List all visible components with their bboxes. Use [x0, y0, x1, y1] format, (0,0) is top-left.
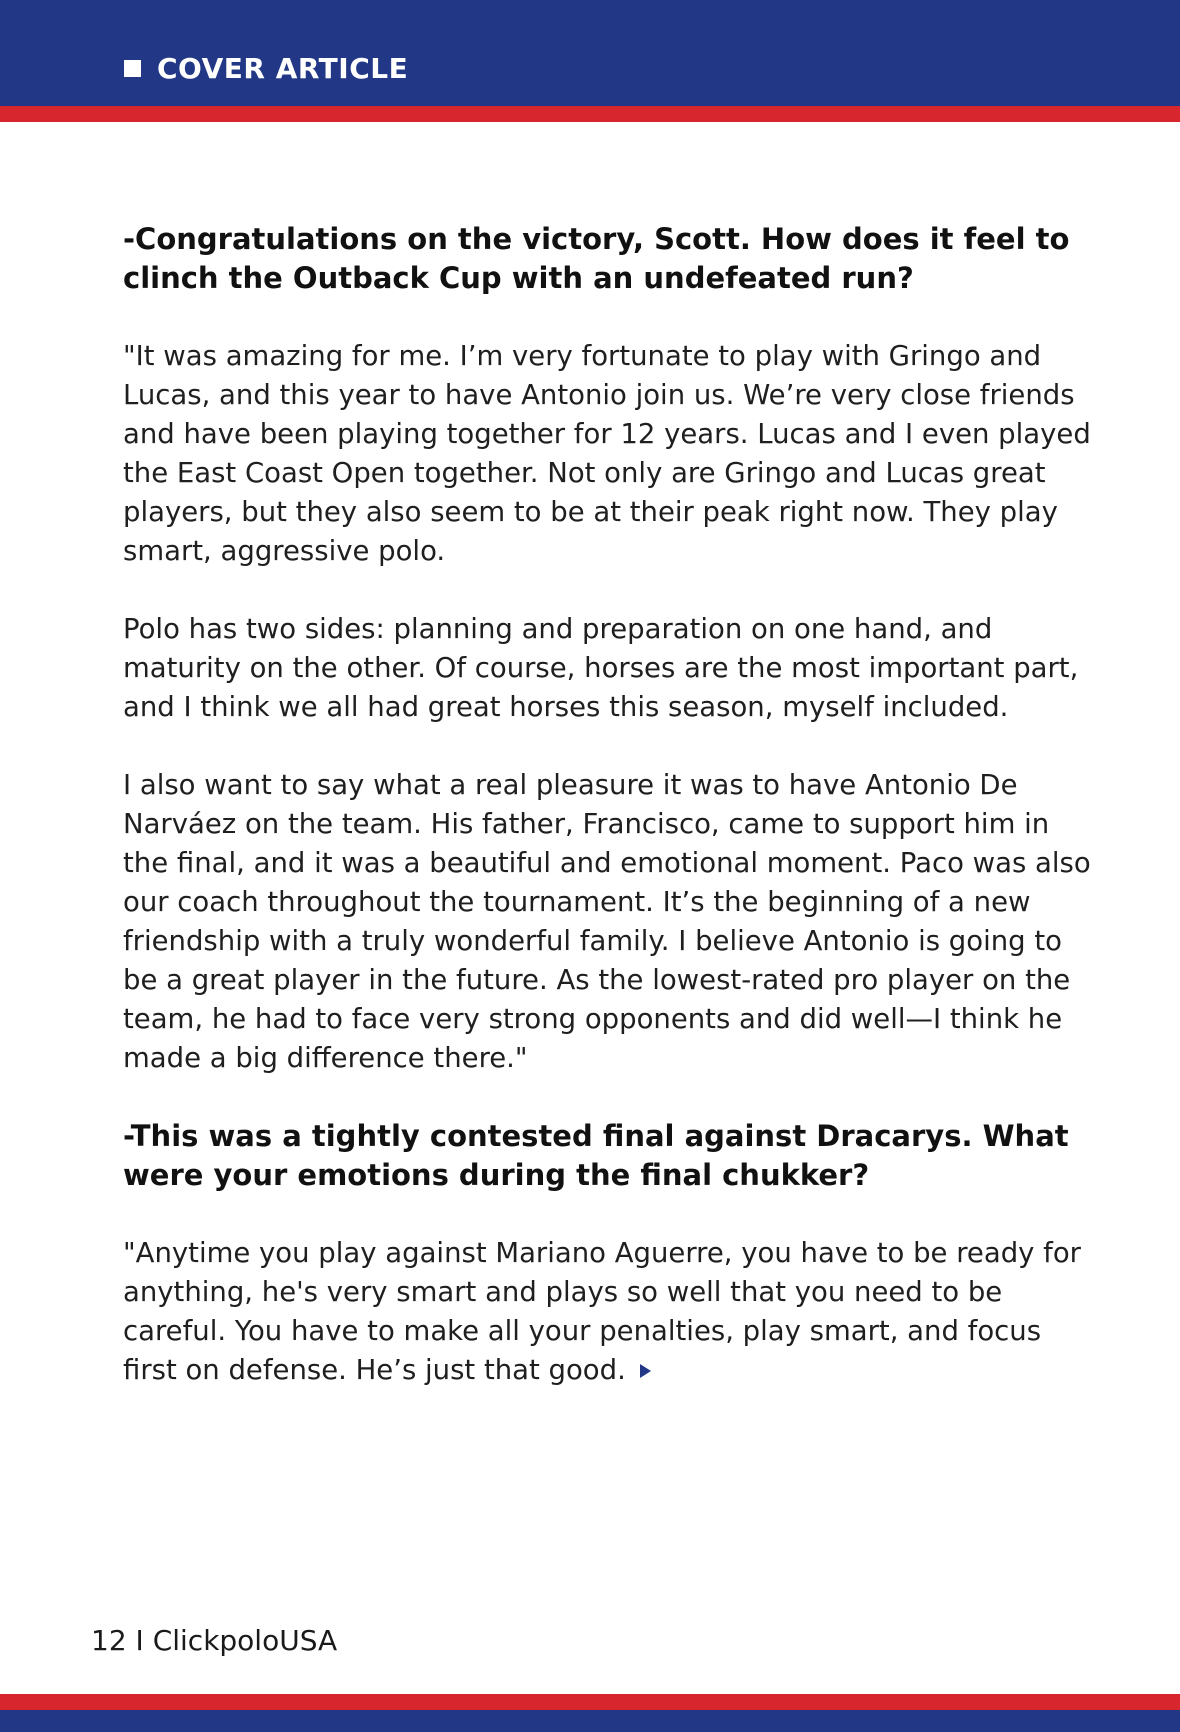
answer-1-paragraph-2: Polo has two sides: planning and preparation on one hand, and maturity on the other. Of course, horses are the most important part, and I think we all had great horses this season, myself included.	[123, 613, 1079, 723]
header-red-stripe	[0, 106, 1180, 122]
continue-arrow-icon	[640, 1364, 651, 1378]
answer-1-paragraph-1: "It was amazing for me. I’m very fortunate to play with Gringo and Lucas, and this year to have Antonio join us. We’re very close friends and have been playing together for 12 years. Lucas and I even played the East Coast Open together. Not only are Gringo and Lucas great players, but they also seem to be at their peak right now. They play smart, aggressive polo.	[123, 340, 1091, 567]
page-footer: 12 I ClickpoloUSA	[91, 1624, 338, 1657]
interview-question-1: -Congratulations on the victory, Scott. How does it feel to clinch the Outback Cup with an undefeated run?	[123, 222, 1070, 295]
answer-2-paragraph-1	[123, 1234, 1098, 1390]
answer-2-text: "Anytime you play against Mariano Aguerre, you have to be ready for anything, he's very smart and plays so well that you need to be careful. You have to make all your penalties, play smart, and focus first on defense. He’s just that good.	[123, 1237, 1081, 1386]
footer-red-stripe	[0, 1694, 1180, 1710]
answer-1-paragraph-3: I also want to say what a real pleasure it was to have Antonio De Narváez on the team. His father, Francisco, came to support him in the final, and it was a beautiful and emotional moment. Paco was also our coach throughout the tournament. It’s the beginning of a new friendship with a truly wonderful family. I believe Antonio is going to be a great player in the future. As the lowest-rated pro player on the team, he had to face very strong opponents and did well—I think he made a big difference there."	[123, 769, 1091, 1074]
footer-band	[0, 1710, 1180, 1732]
article-body	[123, 220, 1098, 1390]
square-bullet-icon	[124, 60, 141, 77]
interview-question-2: -This was a tightly contested final against Dracarys. What were your emotions during the final chukker?	[123, 1119, 1069, 1192]
section-label-text: COVER ARTICLE	[157, 52, 409, 85]
section-label	[124, 52, 408, 85]
